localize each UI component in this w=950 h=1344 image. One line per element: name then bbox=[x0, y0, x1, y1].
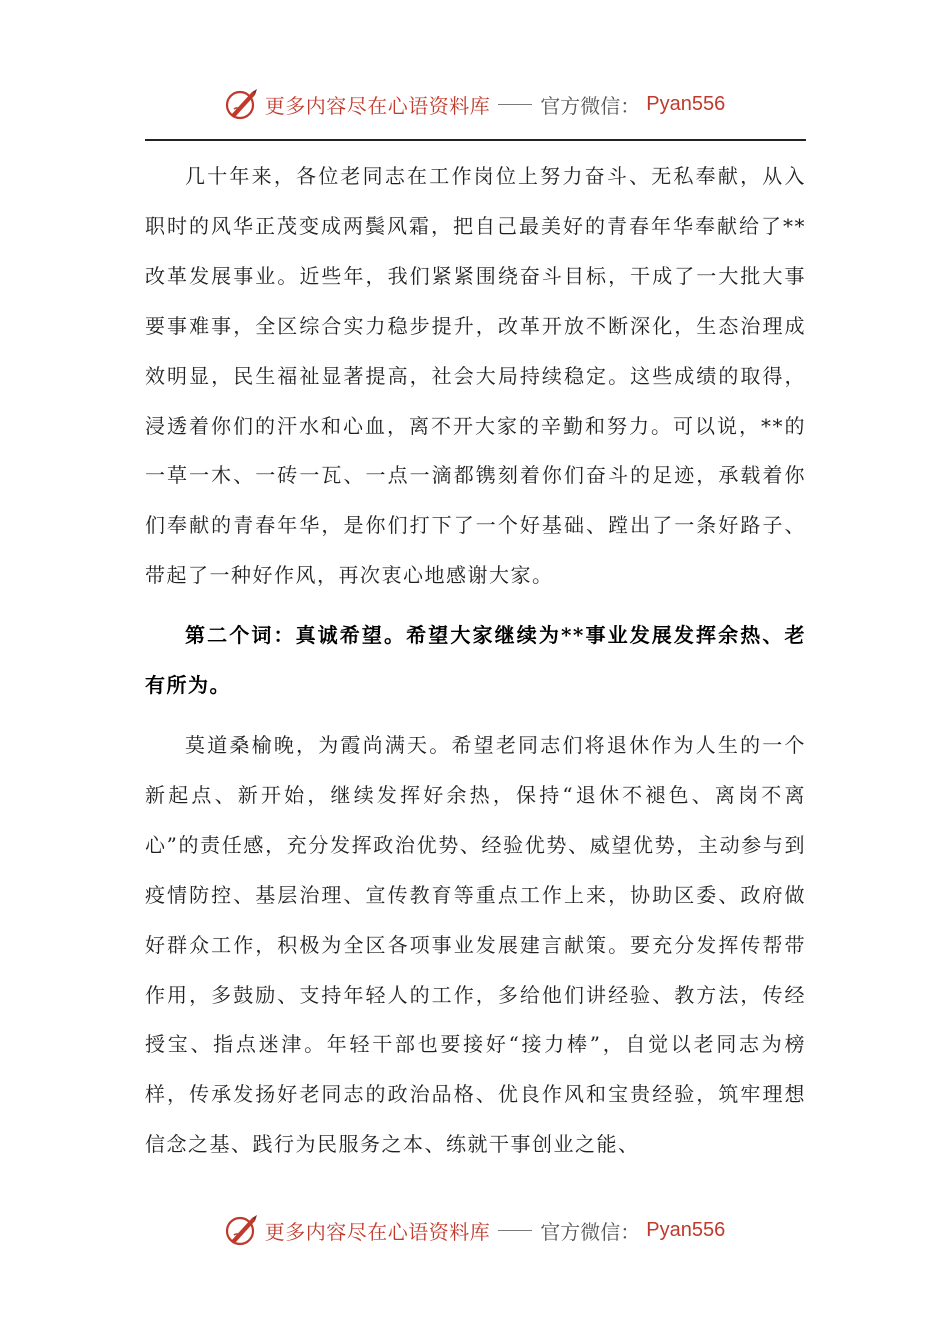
paragraph-gratitude: 几十年来，各位老同志在工作岗位上努力奋斗、无私奉献，从入职时的风华正茂变成两鬓风霜，把自己最美好的青春年华奉献给了**改革发展事业。近些年，我们紧紧围绕奋斗目标，干成了一大批大事要事难事，全区综合实力稳步提升，改革开放不断深化，生态治理成效明显，民生福祉显著提高，社会大局持续稳定。这些成绩的取得，浸透着你们的汗水和心血，离不开大家的辛勤和努力。可以说，**的一草一木、一砖一瓦、一点一滴都镌刻着你们奋斗的足迹，承载着你们奉献的青春年华，是你们打下了一个好基础、蹚出了一条好路子、带起了一种好作风，再次衷心地感谢大家。 bbox=[145, 164, 806, 588]
section-heading: 第二个词：真诚希望。希望大家继续为**事业发展发挥余热、老有所为。 bbox=[145, 623, 806, 698]
quill-logo-icon bbox=[225, 87, 259, 121]
quill-logo-icon bbox=[225, 1213, 259, 1247]
header-rule bbox=[145, 139, 806, 141]
banner-dash bbox=[498, 1230, 532, 1231]
banner-wechat-label: 官方微信： bbox=[540, 93, 641, 118]
banner-dash bbox=[498, 104, 532, 105]
banner-wechat-id: Pyan556 bbox=[646, 1218, 726, 1241]
paragraph-hope: 莫道桑榆晚，为霞尚满天。希望老同志们将退休作为人生的一个新起点、新开始，继续发挥好余热，保持“退休不褪色、离岗不离心”的责任感，充分发挥政治优势、经验优势、威望优势，主动参与到疫情防控、基层治理、宣传教育等重点工作上来，协助区委、政府做好群众工作，积极为全区各项事业发展建言献策。要充分发挥传帮带作用，多鼓励、支持年轻人的工作，多给他们讲经验、教方法，传经授宝、指点迷津。年轻干部也要接好“接力棒”，自觉以老同志为榜样，传承发扬好老同志的政治品格、优良作风和宝贵经验，筑牢理想信念之基、践行为民服务之本、练就干事创业之能、 bbox=[145, 732, 806, 1157]
banner-wechat-label: 官方微信： bbox=[540, 1219, 641, 1244]
banner-brand-text: 更多内容尽在心语资料库 bbox=[264, 1219, 491, 1244]
footer-banner bbox=[0, 1210, 950, 1250]
header-banner bbox=[0, 84, 950, 124]
banner-wechat-id: Pyan556 bbox=[646, 92, 726, 115]
banner-brand-text: 更多内容尽在心语资料库 bbox=[264, 93, 491, 118]
document-body bbox=[145, 152, 806, 1170]
